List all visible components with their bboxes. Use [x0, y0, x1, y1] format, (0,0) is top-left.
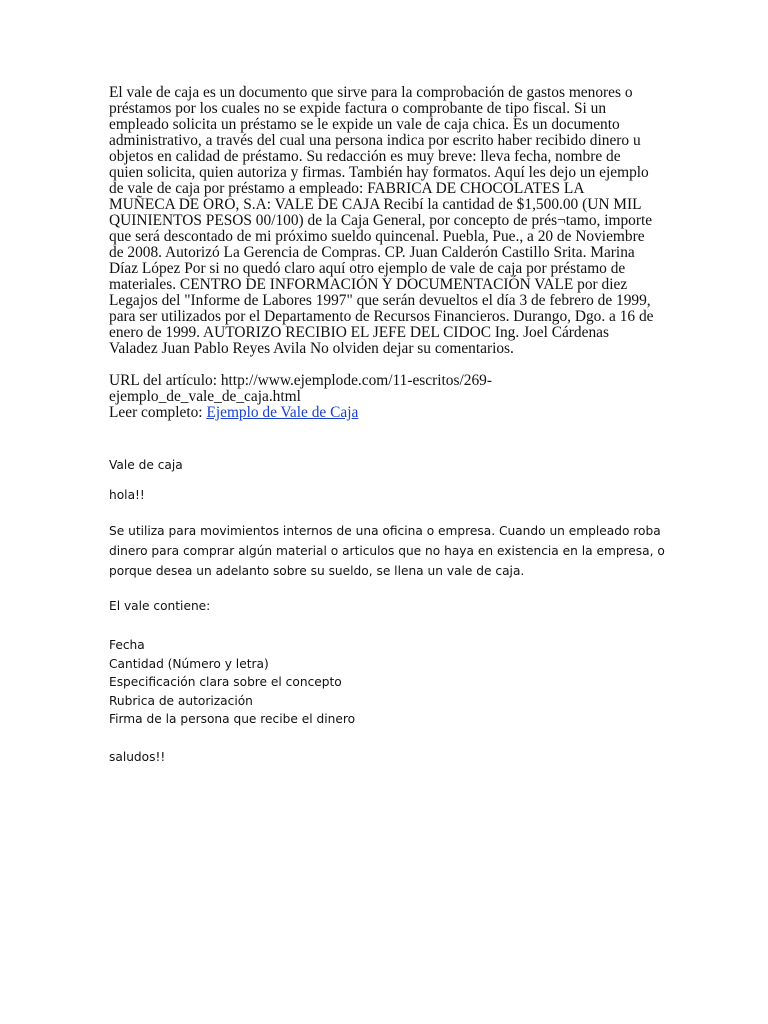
reply-contains-label: El vale contiene: — [109, 599, 211, 613]
reply-closing: saludos!! — [109, 750, 166, 764]
article-url-line: ejemplo_de_vale_de_caja.html — [109, 388, 301, 405]
article-line: quien solicita, quien autoriza y firmas. También hay formatos. Aquí les dejo un ejemplo — [109, 164, 649, 181]
reply-paragraph-line: Se utiliza para movimientos internos de una oficina o empresa. Cuando un empleado roba — [109, 524, 661, 538]
article-line: empleado solicita un préstamo se le expide un vale de caja chica. Es un documento — [109, 116, 620, 133]
article-line: administrativo, a través del cual una persona indica por escrito haber recibido dinero u — [109, 132, 641, 149]
article-line: para ser utilizados por el Departamento de Recursos Financieros. Durango, Dgo. a 16 de — [109, 308, 654, 325]
article-line: Díaz López Por si no quedó claro aquí otro ejemplo de vale de caja por préstamo de — [109, 260, 626, 277]
article-line: MUÑECA DE ORO, S.A: VALE DE CAJA Recibí la cantidad de $1,500.00 (UN MIL — [109, 196, 642, 213]
article-line: enero de 1999. AUTORIZO RECIBIO EL JEFE DEL CIDOC Ing. Joel Cárdenas — [109, 324, 609, 341]
vale-contents-list — [109, 636, 355, 729]
reply-paragraph-line: dinero para comprar algún material o articulos que no haya en existencia en la empresa, o — [109, 544, 665, 558]
article-line: que será descontado de mi próximo sueldo quincenal. Puebla, Pue., a 20 de Noviembre — [109, 228, 645, 245]
article-line: de vale de caja por préstamo a empleado: FABRICA DE CHOCOLATES LA — [109, 180, 585, 197]
list-item: Fecha — [109, 638, 145, 652]
list-item: Firma de la persona que recibe el dinero — [109, 712, 356, 726]
reply-paragraph-line: porque desea un adelanto sobre su sueldo, se llena un vale de caja. — [109, 564, 525, 578]
reply-greeting: hola!! — [109, 488, 145, 502]
article-line: Legajos del "Informe de Labores 1997" que serán devueltos el día 3 de febrero de 1999, — [109, 292, 651, 309]
reply-heading: Vale de caja — [109, 458, 183, 472]
article-line: QUINIENTOS PESOS 00/100) de la Caja General, por concepto de prés¬tamo, importe — [109, 212, 653, 229]
list-item: Cantidad (Número y letra) — [109, 656, 269, 671]
article-line: objetos en calidad de préstamo. Su redacción es muy breve: lleva fecha, nombre de — [109, 148, 621, 165]
article-line: préstamos por los cuales no se expide factura o comprobante de tipo fiscal. Si un — [109, 100, 607, 117]
read-more-label: Leer completo: — [109, 404, 207, 421]
list-item: Rubrica de autorización — [109, 693, 253, 708]
read-more-link[interactable]: Ejemplo de Vale de Caja — [206, 404, 359, 421]
article-line: materiales. CENTRO DE INFORMACIÓN Y DOCUMENTACIÓN VALE por diez — [109, 276, 628, 293]
list-item: Especificación clara sobre el concepto — [109, 675, 342, 689]
article-line: Valadez Juan Pablo Reyes Avila No olviden dejar su comentarios. — [109, 340, 514, 357]
article-paragraph — [109, 85, 669, 357]
article-url-line: URL del artículo: http://www.ejemplode.com/11-escritos/269- — [109, 372, 492, 389]
article-line: El vale de caja es un documento que sirve para la comprobación de gastos menores o — [109, 84, 633, 101]
article-source — [109, 373, 669, 421]
article-body — [109, 85, 669, 421]
article-line: de 2008. Autorizó La Gerencia de Compras. CP. Juan Calderón Castillo Srita. Marina — [109, 244, 635, 261]
